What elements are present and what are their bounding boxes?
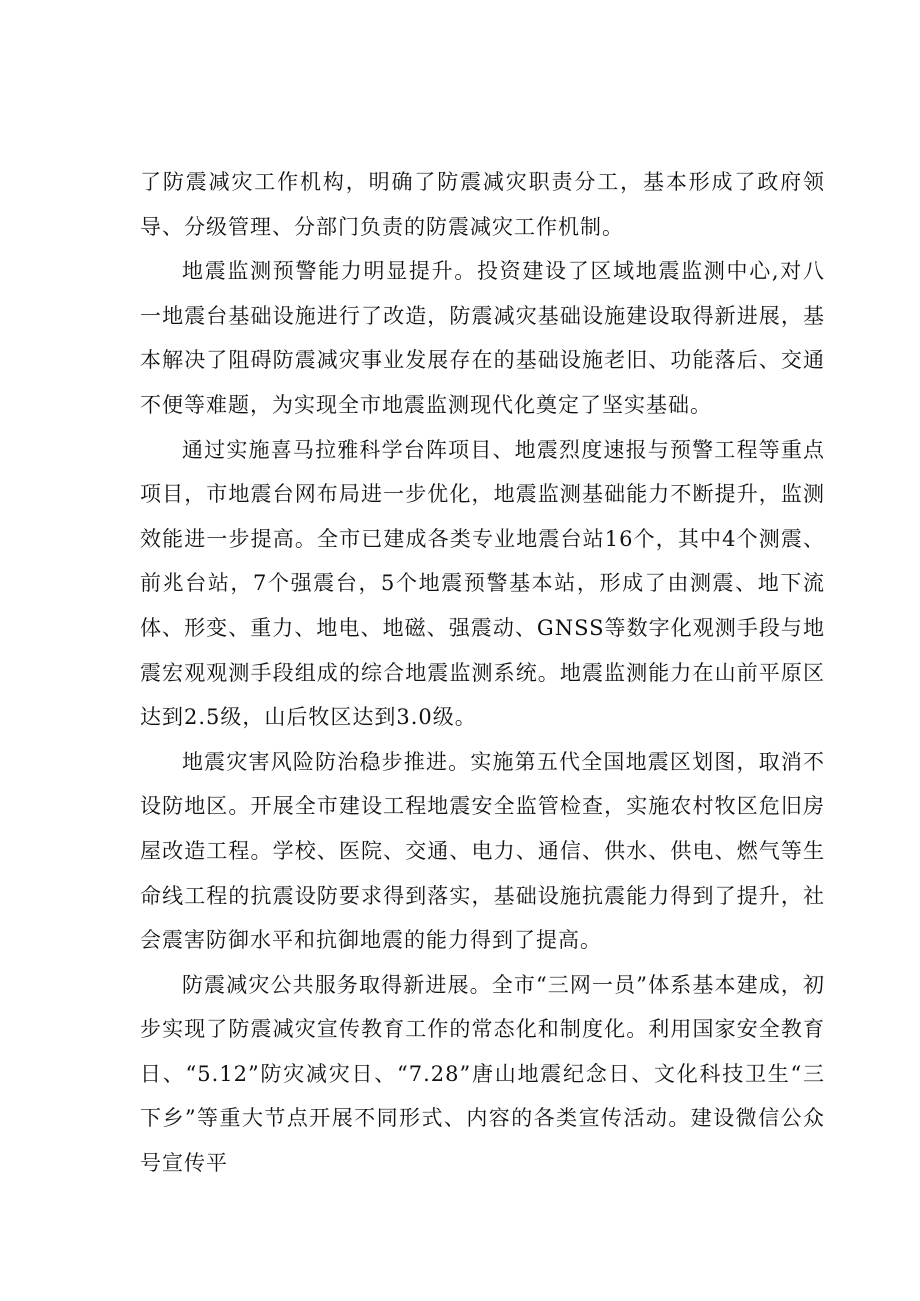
paragraph-seismic-network: 通过实施喜马拉雅科学台阵项目、地震烈度速报与预警工程等重点项目，市地震台网布局进一步优化，地震监测基础能力不断提升，监测效能进一步提高。全市已建成各类专业地震台站16个，其中4个测震、前兆台站，7个强震台，5个地震预警基本站，形成了由测震、地下流体、形变、重力、地电、地磁、强震动、GNSS等数字化观测手段与地震宏观观测手段组成的综合地震监测系统。地震监测能力在山前平原区达到2.5级，山后牧区达到3.0级。	[140, 437, 825, 730]
paragraph-risk-prevention: 地震灾害风险防治稳步推进。实施第五代全国地震区划图，取消不设防地区。开展全市建设工程地震安全监管检查，实施农村牧区危旧房屋改造工程。学校、医院、交通、电力、通信、供水、供电、燃气等生命线工程的抗震设防要求得到落实，基础设施抗震能力得到了提升，社会震害防御水平和抗御地震的能力得到了提高。	[140, 749, 825, 953]
paragraph-monitoring-warning: 地震监测预警能力明显提升。投资建设了区域地震监测中心,对八一地震台基础设施进行了改造，防震减灾基础设施建设取得新进展，基本解决了阻碍防震减灾事业发展存在的基础设施老旧、功能落后、交通不便等难题，为实现全市地震监测现代化奠定了坚实基础。	[140, 259, 825, 417]
paragraph-public-service: 防震减灾公共服务取得新进展。全市“三网一员”体系基本建成，初步实现了防震减灾宣传教育工作的常态化和制度化。利用国家安全教育日、“5.12”防灾减灾日、“7.28”唐山地震纪念日、文化科技卫生“三下乡”等重大节点开展不同形式、内容的各类宣传活动。建设微信公众号宣传平	[140, 972, 825, 1176]
document-body	[140, 160, 825, 1186]
paragraph-continuation: 了防震减灾工作机构，明确了防震减灾职责分工，基本形成了政府领导、分级管理、分部门负责的防震减灾工作机制。	[140, 170, 825, 239]
